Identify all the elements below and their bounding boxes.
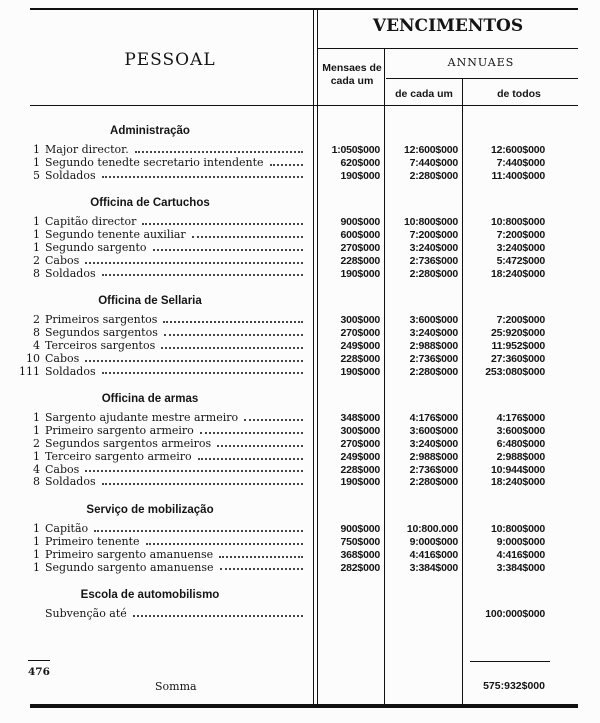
annual-total-value: 5:472$000 <box>496 254 545 267</box>
annual-each-value: 2:736$000 <box>409 463 458 476</box>
position-label: Capitão <box>45 522 89 536</box>
monthly-value: 228$000 <box>340 254 380 267</box>
monthly-value: 228$000 <box>340 463 380 476</box>
position-label: Primeiros sargentos <box>45 313 158 327</box>
header-pessoal: PESSOAL <box>124 50 216 70</box>
table-row <box>0 255 600 268</box>
position-label: Primeiro sargento armeiro <box>45 424 194 438</box>
annual-total-value: 9:000$000 <box>496 535 545 548</box>
quantity: 8 <box>33 475 40 489</box>
annual-total-value: 3:240$000 <box>496 241 545 254</box>
annual-each-value: 2:736$000 <box>409 254 458 267</box>
table-row <box>0 366 600 379</box>
annual-total-value: 7:200$000 <box>496 314 545 327</box>
annual-total-value: 3:600$000 <box>496 425 545 438</box>
annual-each-value: 3:600$000 <box>409 314 458 327</box>
dot-leader <box>102 268 303 277</box>
top-rule <box>30 8 578 10</box>
dot-leader <box>142 216 303 225</box>
annual-each-value: 2:280$000 <box>409 267 458 280</box>
table-row <box>0 608 600 621</box>
table-row <box>0 549 600 562</box>
table-row <box>0 536 600 549</box>
position-label: Cabos <box>45 253 80 267</box>
monthly-value: 300$000 <box>340 425 380 438</box>
header-rule <box>30 105 578 106</box>
annual-total-value: 6:480$000 <box>496 437 545 450</box>
section-title: Officina de Cartuchos <box>90 197 210 210</box>
table-row <box>0 353 600 366</box>
section-heading <box>0 118 600 144</box>
annual-each-value: 7:440$000 <box>409 156 458 169</box>
monthly-value: 190$000 <box>340 365 380 378</box>
annual-each-value: 3:600$000 <box>409 425 458 438</box>
annual-total-value: 4:416$000 <box>496 548 545 561</box>
annual-total-value: 10:800$000 <box>490 216 545 229</box>
section-title: Serviço de mobilização <box>86 504 214 517</box>
dot-leader <box>102 476 303 485</box>
dot-leader <box>200 425 303 434</box>
table-row <box>0 451 600 464</box>
position-label: Segundos sargentos armeiros <box>45 436 212 450</box>
annual-total-value: 100:000$000 <box>485 608 545 621</box>
count-rule <box>28 660 50 661</box>
header-vencimentos: VENCIMENTOS <box>372 16 524 36</box>
monthly-value: 368$000 <box>340 548 380 561</box>
monthly-value: 600$000 <box>340 229 380 242</box>
section-heading <box>0 190 600 216</box>
position-label: Segundo sargento amanuense <box>45 560 214 574</box>
annual-each-value: 7:200$000 <box>409 229 458 242</box>
position-label: Capitão director <box>45 215 137 229</box>
dot-leader <box>146 536 303 545</box>
annual-total-value: 4:176$000 <box>496 412 545 425</box>
annual-total-value: 3:384$000 <box>496 561 545 574</box>
quantity: 2 <box>33 253 40 267</box>
rule <box>386 78 578 79</box>
annual-total-value: 18:240$000 <box>490 476 545 489</box>
annual-each-value: 3:240$000 <box>409 437 458 450</box>
annual-each-value: 9:000$000 <box>409 535 458 548</box>
quantity: 8 <box>33 326 40 340</box>
annual-each-value: 2:280$000 <box>409 365 458 378</box>
section-title: Escola de automobilismo <box>80 589 220 602</box>
monthly-value: 620$000 <box>340 156 380 169</box>
section-heading <box>0 497 600 523</box>
annual-total-value: 12:600$000 <box>490 144 545 156</box>
quantity: 1 <box>33 424 40 438</box>
position-label: Soldados <box>45 364 96 378</box>
annual-total-value: 2:988$000 <box>496 450 545 463</box>
table-row <box>0 170 600 183</box>
monthly-value: 300$000 <box>340 314 380 327</box>
table-row <box>0 157 600 170</box>
table-row <box>0 438 600 451</box>
position-label: Segundo tenente auxiliar <box>45 228 186 242</box>
section-heading <box>0 386 600 412</box>
dot-leader <box>163 314 303 323</box>
annual-each-value: 10:800$000 <box>403 216 458 229</box>
quantity: 8 <box>33 266 40 280</box>
annual-each-value: 2:280$000 <box>409 476 458 489</box>
annual-total-value: 11:400$000 <box>491 169 545 182</box>
position-label: Soldados <box>45 475 96 489</box>
position-label: Cabos <box>45 351 80 365</box>
annual-each-value: 4:416$000 <box>409 548 458 561</box>
quantity: 1 <box>33 155 40 169</box>
dot-leader <box>85 464 303 473</box>
annual-each-value: 3:384$000 <box>409 561 458 574</box>
position-label: Subvenção até <box>45 607 127 621</box>
monthly-value: 282$000 <box>340 561 380 574</box>
somma-label: Somma <box>155 680 197 693</box>
dot-leader <box>102 170 303 179</box>
somma-total: 575:932$000 <box>483 680 545 692</box>
quantity: 5 <box>33 168 40 182</box>
rule <box>318 48 578 49</box>
table-body <box>0 118 600 629</box>
quantity: 111 <box>19 364 40 378</box>
dot-leader <box>94 523 303 532</box>
position-label: Sargento ajudante mestre armeiro <box>45 411 239 425</box>
section-title: Officina de armas <box>101 393 199 406</box>
annual-each-value: 12:600$000 <box>403 144 458 156</box>
col-header-todos: de todos <box>497 88 541 100</box>
quantity: 1 <box>33 560 40 574</box>
annual-each-value: 2:988$000 <box>409 339 458 352</box>
dot-leader <box>164 327 303 336</box>
monthly-value: 348$000 <box>340 412 380 425</box>
dot-leader <box>198 451 303 460</box>
table-row <box>0 144 600 157</box>
bottom-rule <box>30 704 578 708</box>
monthly-value: 190$000 <box>340 267 380 280</box>
monthly-value: 249$000 <box>340 450 380 463</box>
dot-leader <box>85 255 303 264</box>
position-label: Primeiro tenente <box>45 534 140 548</box>
annual-total-value: 7:440$000 <box>496 156 545 169</box>
annual-total-value: 11:952$000 <box>491 339 545 352</box>
section-title: Administração <box>110 125 190 137</box>
annual-total-value: 7:200$000 <box>496 229 545 242</box>
monthly-value: 270$000 <box>340 437 380 450</box>
quantity: 1 <box>33 228 40 242</box>
annual-each-value: 2:988$000 <box>409 450 458 463</box>
sum-rule <box>470 661 550 662</box>
section-title: Officina de Sellaria <box>98 295 202 308</box>
section-heading <box>0 288 600 314</box>
annual-total-value: 27:360$000 <box>490 352 545 365</box>
quantity: 2 <box>33 436 40 450</box>
position-label: Segundo tenedte secretario intendente <box>45 155 264 169</box>
dot-leader <box>153 242 303 251</box>
annual-total-value: 10:944$000 <box>490 463 545 476</box>
table-row <box>0 340 600 353</box>
total-count: 476 <box>28 666 50 678</box>
dot-leader <box>135 144 303 153</box>
position-label: Terceiro sargento armeiro <box>45 449 192 463</box>
position-label: Segundo sargento <box>45 240 147 254</box>
annual-each-value: 3:240$000 <box>409 327 458 340</box>
dot-leader <box>217 438 303 447</box>
section-heading <box>0 582 600 608</box>
quantity: 4 <box>33 338 40 352</box>
quantity: 1 <box>33 547 40 561</box>
table-row <box>0 268 600 281</box>
quantity: 1 <box>33 449 40 463</box>
quantity: 2 <box>33 313 40 327</box>
annual-total-value: 253:080$000 <box>485 365 545 378</box>
monthly-value: 190$000 <box>340 476 380 489</box>
monthly-value: 249$000 <box>340 339 380 352</box>
dot-leader <box>244 412 303 421</box>
col-header-mensaes: Mensaes de cada um <box>322 62 382 87</box>
dot-leader <box>219 549 303 558</box>
monthly-value: 900$000 <box>340 523 380 536</box>
position-label: Terceiros sargentos <box>45 338 156 352</box>
dot-leader <box>161 340 303 349</box>
monthly-value: 228$000 <box>340 352 380 365</box>
header-annuaes: ANNUAES <box>447 56 515 69</box>
quantity: 1 <box>33 240 40 254</box>
monthly-value: 1:050$000 <box>331 144 380 156</box>
quantity: 1 <box>33 522 40 536</box>
position-label: Cabos <box>45 462 80 476</box>
position-label: Primeiro sargento amanuense <box>45 547 214 561</box>
monthly-value: 270$000 <box>340 327 380 340</box>
quantity: 1 <box>33 215 40 229</box>
annual-each-value: 2:280$000 <box>409 169 458 182</box>
annual-total-value: 25:920$000 <box>490 327 545 340</box>
position-label: Soldados <box>45 266 96 280</box>
monthly-value: 750$000 <box>340 535 380 548</box>
dot-leader <box>102 366 303 375</box>
monthly-value: 190$000 <box>340 169 380 182</box>
annual-each-value: 2:736$000 <box>409 352 458 365</box>
dot-leader <box>270 157 303 166</box>
table-row <box>0 476 600 489</box>
annual-total-value: 18:240$000 <box>490 267 545 280</box>
dot-leader <box>192 229 303 238</box>
quantity: 1 <box>33 411 40 425</box>
col-header-cada-um: de cada um <box>395 88 453 100</box>
position-label: Major director. <box>45 143 129 156</box>
annual-total-value: 10:800$000 <box>490 523 545 536</box>
position-label: Segundos sargentos <box>45 326 158 340</box>
annual-each-value: 3:240$000 <box>409 241 458 254</box>
quantity: 1 <box>33 143 40 156</box>
table-row <box>0 242 600 255</box>
dot-leader <box>133 608 303 617</box>
quantity: 10 <box>26 351 40 365</box>
annual-each-value: 10:800.000 <box>406 523 458 536</box>
table-row <box>0 562 600 575</box>
annual-each-value: 4:176$000 <box>409 412 458 425</box>
quantity: 4 <box>33 462 40 476</box>
dot-leader <box>220 562 303 571</box>
monthly-value: 900$000 <box>340 216 380 229</box>
quantity: 1 <box>33 534 40 548</box>
position-label: Soldados <box>45 168 96 182</box>
dot-leader <box>85 353 303 362</box>
monthly-value: 270$000 <box>340 241 380 254</box>
